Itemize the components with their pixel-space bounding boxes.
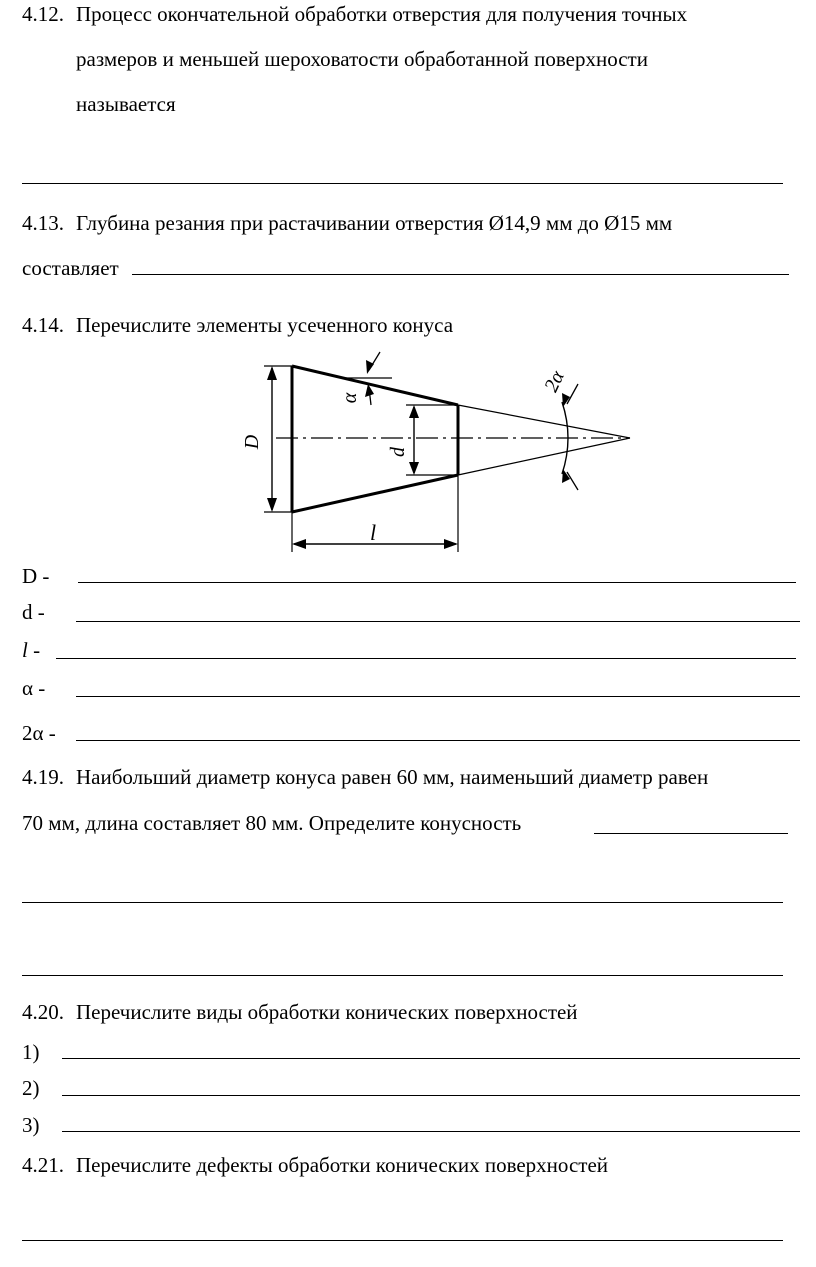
q412-number: 4.12.	[22, 2, 64, 26]
d-arrow-bottom	[409, 462, 419, 475]
q419-answer-inline[interactable]	[594, 833, 788, 834]
bottom-slant-edge	[292, 475, 458, 512]
item-l-letter: l	[22, 638, 28, 662]
label-2alpha: 2α	[540, 367, 569, 396]
2alpha-leader-bottom	[567, 472, 578, 490]
item-d-label: d -	[22, 600, 45, 624]
q421-answer-line[interactable]	[22, 1240, 783, 1241]
top-slant-edge	[292, 366, 458, 405]
q420-item-3-answer-line[interactable]	[62, 1131, 800, 1132]
q419-answer-line-2[interactable]	[22, 975, 783, 976]
q413-text-line2: составляет	[22, 256, 119, 280]
label-l: l	[370, 520, 377, 545]
q420-item-2-answer-line[interactable]	[62, 1095, 800, 1096]
item-D-answer-line[interactable]	[78, 582, 796, 583]
l-arrow-left	[292, 539, 306, 549]
q412-text-line3: называется	[76, 92, 176, 116]
item-l-answer-line[interactable]	[56, 658, 796, 659]
truncated-cone-diagram	[0, 340, 816, 560]
q420-text: Перечислите виды обработки конических поверхностей	[76, 1000, 578, 1024]
top-extension	[458, 405, 630, 438]
q420-item-3-label: 3)	[22, 1113, 40, 1137]
q421-number: 4.21.	[22, 1153, 64, 1177]
q413-answer-line[interactable]	[132, 274, 789, 275]
label-alpha: α	[339, 392, 361, 404]
q414-text: Перечислите элементы усеченного конуса	[76, 313, 454, 337]
label-D: D	[241, 434, 263, 450]
item-2alpha-label: 2α -	[22, 721, 56, 745]
q419-text-line2: 70 мм, длина составляет 80 мм. Определите конусность	[22, 811, 522, 835]
alpha-arrow-top	[366, 360, 374, 374]
q414-number: 4.14.	[22, 313, 64, 337]
q420-number: 4.20.	[22, 1000, 64, 1024]
q413-number: 4.13.	[22, 211, 64, 235]
q412-answer-line[interactable]	[22, 183, 783, 184]
q421-text: Перечислите дефекты обработки конических поверхностей	[76, 1153, 609, 1177]
q420-item-1-answer-line[interactable]	[62, 1058, 800, 1059]
item-D-label: D -	[22, 564, 50, 588]
d-arrow-top	[409, 405, 419, 418]
item-l-dash: -	[27, 638, 41, 662]
item-alpha-answer-line[interactable]	[76, 696, 800, 697]
item-2alpha-answer-line[interactable]	[76, 740, 800, 741]
D-arrow-bottom	[267, 498, 277, 512]
q420-item-2-label: 2)	[22, 1076, 40, 1100]
q412-text-line1: Процесс окончательной обработки отверстия для получения точных	[76, 2, 688, 26]
bottom-extension	[458, 438, 630, 475]
item-alpha-label: α -	[22, 676, 46, 700]
l-arrow-right	[444, 539, 458, 549]
q419-answer-line-1[interactable]	[22, 902, 783, 903]
D-arrow-top	[267, 366, 277, 380]
item-l-label	[22, 638, 40, 663]
label-d-small: d	[387, 447, 409, 457]
q413-text-line1: Глубина резания при растачивании отверстия Ø14,9 мм до Ø15 мм	[76, 211, 673, 235]
2alpha-leader-top	[567, 384, 578, 404]
q420-item-1-label: 1)	[22, 1040, 40, 1064]
q412-text-line2: размеров и меньшей шероховатости обработанной поверхности	[76, 47, 648, 71]
q419-number: 4.19.	[22, 765, 64, 789]
item-d-answer-line[interactable]	[76, 621, 800, 622]
q419-text-line1: Наибольший диаметр конуса равен 60 мм, наименьший диаметр равен	[76, 765, 709, 789]
